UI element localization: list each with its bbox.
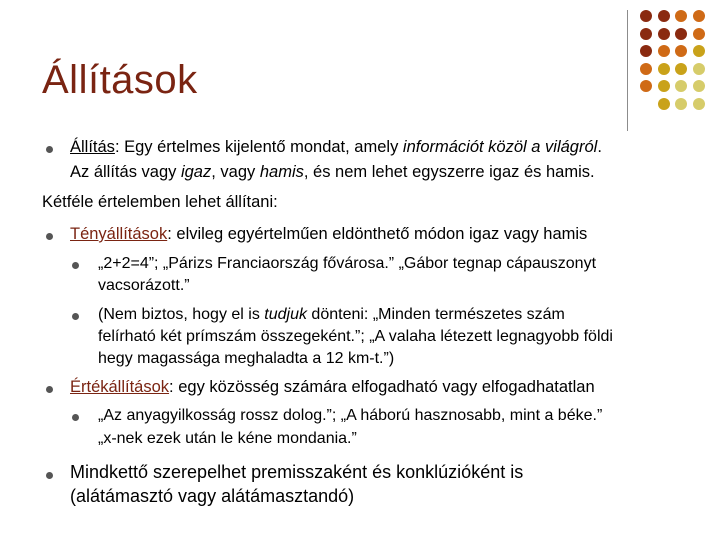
conclusion-line-2: (alátámasztó vagy alátámasztandó) (70, 486, 355, 506)
example-2a-line-2: vacsorázott.” (98, 277, 190, 294)
example-3a-line-1: „Az anyagyilkosság rossz dolog.”; „A háború hasznosabb, mint a béke.” (98, 407, 603, 424)
decorative-dot (658, 63, 670, 75)
example-2b-tudjuk: tudjuk (264, 306, 307, 323)
bullet-icon (46, 146, 53, 153)
bullet-icon (46, 386, 53, 393)
bullet-icon (72, 313, 79, 320)
decorative-dot (640, 45, 652, 57)
decorative-divider (627, 10, 628, 131)
def2-igaz: igaz (180, 163, 212, 181)
decorative-dot (675, 45, 687, 57)
example-3a-line-2: „x‑nek ezek után le kéne mondania.” (98, 430, 357, 447)
example-2b-line-3: hegy magassága meghaladta a 12 km‑t.”) (98, 350, 395, 367)
decorative-dot (693, 45, 705, 57)
def2-hamis: hamis (259, 163, 304, 181)
decorative-dot (675, 80, 687, 92)
bullet-icon (46, 233, 53, 240)
decorative-dot (693, 98, 705, 110)
term-allitas: Állítás (70, 138, 115, 156)
tenyallitasok-text: : elvileg egyértelműen eldönthető módon igaz vagy hamis (167, 225, 588, 243)
decorative-dot (675, 98, 687, 110)
decorative-dot (693, 28, 705, 40)
decorative-dot (658, 80, 670, 92)
example-2b-a: (Nem biztos, hogy el is (98, 306, 265, 323)
conclusion-line-1: Mindkettő szerepelhet premisszaként és konklúzióként is (70, 462, 524, 482)
decorative-dot (640, 10, 652, 22)
definition-italic: információt közöl a világról (402, 138, 598, 156)
bullet-icon (72, 262, 79, 269)
intro-line: Kétféle értelemben lehet állítani: (42, 193, 278, 211)
slide-title: Állítások (42, 58, 198, 102)
decorative-dot (658, 98, 670, 110)
definition-line-1 (70, 137, 602, 158)
bullet-icon (72, 414, 79, 421)
decorative-dot (693, 80, 705, 92)
bullet-icon (46, 472, 53, 479)
decorative-dot (675, 28, 687, 40)
example-2b-line-1 (98, 304, 565, 325)
decorative-dot (693, 10, 705, 22)
decorative-dot (640, 80, 652, 92)
definition-line-2 (70, 162, 595, 183)
example-2b-b: dönteni: „Minden természetes szám (306, 306, 565, 323)
ertekallitasok-line (70, 377, 595, 398)
definition-text: : Egy értelmes kijelentő mondat, amely (114, 138, 403, 156)
decorative-dot (658, 28, 670, 40)
tenyallitasok-line (70, 224, 587, 245)
decorative-dot (675, 63, 687, 75)
decorative-dot (640, 63, 652, 75)
term-tenyallitasok: Tényállítások (70, 225, 168, 243)
decorative-dot (658, 10, 670, 22)
term-ertekallitasok: Értékállítások (70, 378, 170, 396)
decorative-dot (640, 28, 652, 40)
example-2a-line-1: „2+2=4”; „Párizs Franciaország fővárosa.” „Gábor tegnap cápauszonyt (98, 255, 597, 272)
example-2b-line-2: felírható két prímszám összegeként.”; „A valaha létezett legnagyobb földi (98, 328, 613, 345)
definition-end: . (597, 138, 602, 156)
decorative-dot (658, 45, 670, 57)
def2-a: Az állítás vagy (70, 163, 181, 181)
decorative-dot (675, 10, 687, 22)
decorative-dot (693, 63, 705, 75)
def2-c: , és nem lehet egyszerre igaz és hamis. (303, 163, 595, 181)
def2-b: , vagy (211, 163, 260, 181)
ertekallitasok-text: : egy közösség számára elfogadható vagy elfogadhatatlan (169, 378, 595, 396)
